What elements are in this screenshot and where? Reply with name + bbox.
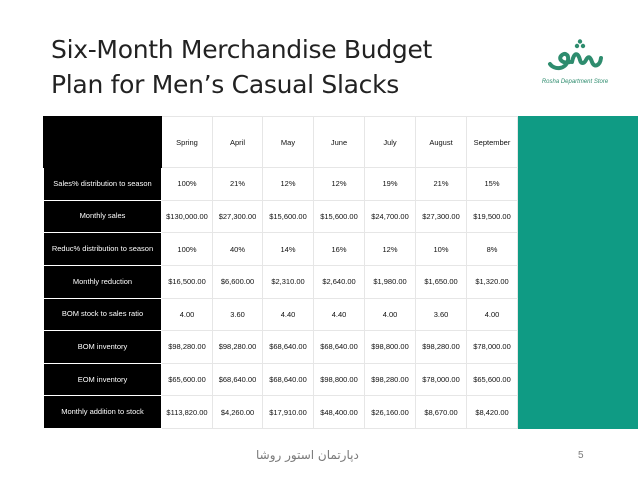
table-cell: $1,980.00 [365, 265, 416, 298]
table-cell: $15,600.00 [263, 200, 314, 233]
footer-text: دپارتمان استور روشا [256, 448, 359, 462]
table-cell: $19,500.00 [467, 200, 518, 233]
table-cell: $48,400.00 [314, 396, 365, 429]
header-corner-cell [44, 117, 162, 168]
table-cell: 4.40 [314, 298, 365, 331]
table-cell: $27,300.00 [213, 200, 263, 233]
table-cell: 4.00 [365, 298, 416, 331]
table-cell: 4.40 [263, 298, 314, 331]
table-cell: $6,600.00 [213, 265, 263, 298]
table-cell: $16,500.00 [162, 265, 213, 298]
table-cell: $8,670.00 [416, 396, 467, 429]
table-cell: $17,910.00 [263, 396, 314, 429]
table-cell: $68,640.00 [263, 363, 314, 396]
table-cell: $68,640.00 [263, 331, 314, 364]
column-header: August [416, 117, 467, 168]
table-cell: $26,160.00 [365, 396, 416, 429]
table-cell: $68,640.00 [314, 331, 365, 364]
title-line-1: Six-Month Merchandise Budget [51, 35, 433, 64]
column-header: April [213, 117, 263, 168]
table-cell: $68,640.00 [213, 363, 263, 396]
table-cell: $1,650.00 [416, 265, 467, 298]
table-cell: $65,600.00 [467, 363, 518, 396]
table-cell: 3.60 [213, 298, 263, 331]
table-cell: $98,280.00 [365, 363, 416, 396]
table-cell: $130,000.00 [162, 200, 213, 233]
table-cell: 16% [314, 233, 365, 266]
row-label: BOM inventory [44, 331, 162, 364]
table-cell: 8% [467, 233, 518, 266]
row-label: Monthly sales [44, 200, 162, 233]
table-cell: $24,700.00 [365, 200, 416, 233]
slide-title [51, 32, 511, 102]
table-header-row [44, 117, 518, 168]
table-cell: $98,800.00 [314, 363, 365, 396]
table-cell: $27,300.00 [416, 200, 467, 233]
row-label: Sales% distribution to season [44, 168, 162, 201]
table-cell: $4,260.00 [213, 396, 263, 429]
table-cell: 4.00 [467, 298, 518, 331]
table-cell: 100% [162, 168, 213, 201]
table-cell: 100% [162, 233, 213, 266]
table-row [44, 168, 518, 201]
table-cell: $15,600.00 [314, 200, 365, 233]
column-header: June [314, 117, 365, 168]
logo-caption: Rosha Department Store [541, 79, 609, 85]
table-row [44, 331, 518, 364]
rosha-logo-mark [544, 38, 606, 78]
table-cell: 12% [263, 168, 314, 201]
row-label: BOM stock to sales ratio [44, 298, 162, 331]
slide-footer [0, 446, 638, 466]
column-header: July [365, 117, 416, 168]
table-cell: $1,320.00 [467, 265, 518, 298]
column-header: September [467, 117, 518, 168]
page-number: 5 [578, 450, 584, 461]
table-cell: $78,000.00 [416, 363, 467, 396]
table-cell: 40% [213, 233, 263, 266]
table-cell: $8,420.00 [467, 396, 518, 429]
table-cell: 14% [263, 233, 314, 266]
table-cell: 4.00 [162, 298, 213, 331]
table-cell: 21% [416, 168, 467, 201]
table-cell: 10% [416, 233, 467, 266]
table-row [44, 363, 518, 396]
table-cell: $2,640.00 [314, 265, 365, 298]
table-cell: $98,280.00 [416, 331, 467, 364]
table-cell: $98,280.00 [213, 331, 263, 364]
table-row [44, 298, 518, 331]
table-cell: 12% [314, 168, 365, 201]
table-row [44, 200, 518, 233]
row-label: EOM inventory [44, 363, 162, 396]
column-header: Spring [162, 117, 213, 168]
table-cell: $113,820.00 [162, 396, 213, 429]
budget-table [43, 116, 518, 429]
accent-bar [517, 116, 638, 429]
row-label: Monthly addition to stock [44, 396, 162, 429]
table-cell: 12% [365, 233, 416, 266]
table-cell: 19% [365, 168, 416, 201]
row-label: Reduc% distribution to season [44, 233, 162, 266]
table-cell: 15% [467, 168, 518, 201]
table-row [44, 233, 518, 266]
column-header: May [263, 117, 314, 168]
title-line-2: Plan for Men’s Casual Slacks [51, 70, 400, 99]
table-cell: $78,000.00 [467, 331, 518, 364]
table-row [44, 265, 518, 298]
table-cell: $98,800.00 [365, 331, 416, 364]
table-cell: $98,280.00 [162, 331, 213, 364]
table-cell: $65,600.00 [162, 363, 213, 396]
rosha-logo [525, 38, 625, 98]
table-cell: 3.60 [416, 298, 467, 331]
table-cell: 21% [213, 168, 263, 201]
table-cell: $2,310.00 [263, 265, 314, 298]
table-row [44, 396, 518, 429]
row-label: Monthly reduction [44, 265, 162, 298]
